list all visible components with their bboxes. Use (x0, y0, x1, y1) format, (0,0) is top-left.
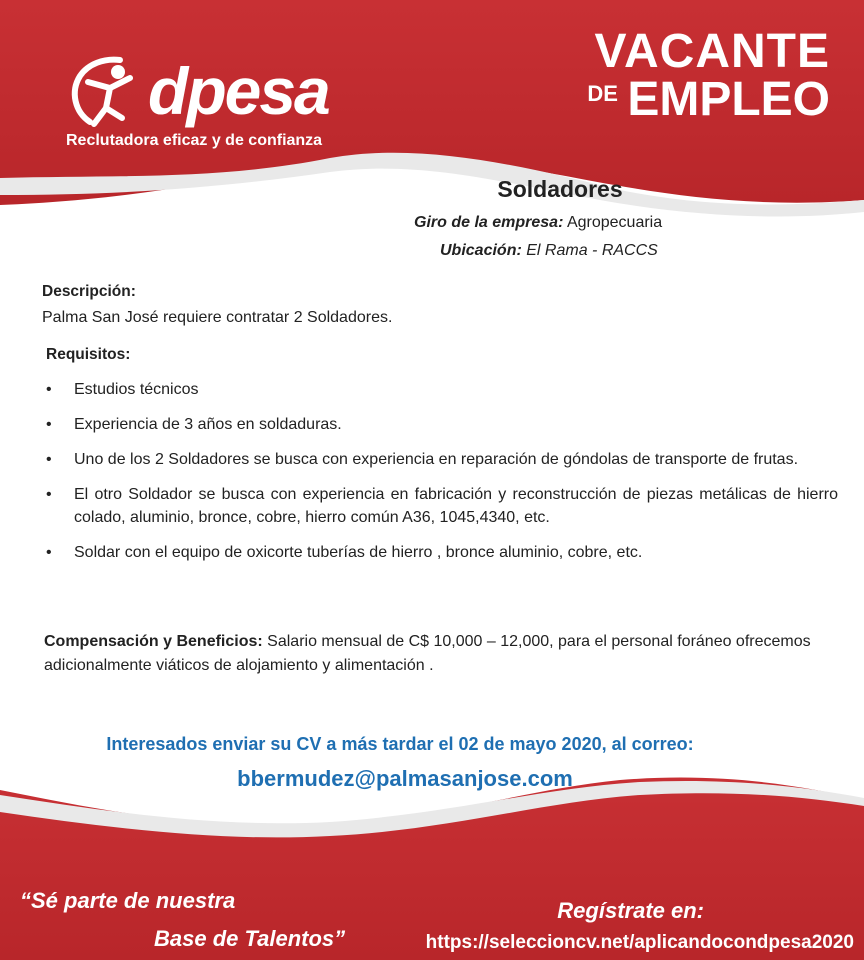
vacancy-banner-line1: VACANTE (594, 25, 830, 78)
vacancy-banner (587, 25, 830, 126)
requirement-item: • Uno de los 2 Soldadores se busca con experiencia en reparación de góndolas de transporte de frutas. (46, 448, 838, 471)
compensation-text: Salario mensual de C$ 10,000 – 12,000, para el personal foráneo ofrecemos adicionalmente viáticos de alojamiento y alimentación . (44, 633, 811, 674)
brand-logo (60, 36, 360, 149)
register-label: Regístrate en: (557, 898, 704, 923)
requirement-item: • El otro Soldador se busca con experiencia en fabricación y reconstrucción de piezas metálicas de hierro colado, aluminio, bronce, cobre, hierro común A36, 1045,4340, etc. (46, 483, 838, 529)
job-industry-label: Giro de la empresa: (414, 214, 564, 231)
compensation (44, 630, 824, 678)
runner-figure-icon (60, 42, 156, 138)
job-industry-value: Agropecuaria (566, 214, 663, 231)
brand-tagline: Reclutadora eficaz y de confianza (66, 132, 323, 149)
job-location-label: Ubicación: (440, 242, 522, 259)
requirement-item: • Estudios técnicos (46, 378, 838, 401)
apply-instructions: Interesados enviar su CV a más tardar el 02 de mayo 2020, al correo: (106, 734, 694, 754)
requirement-item: • Soldar con el equipo de oxicorte tuberías de hierro , bronce aluminio, cobre, etc. (46, 541, 838, 564)
vacancy-banner-line2: EMPLEO (627, 73, 830, 126)
job-location (440, 242, 658, 260)
slogan-line1: “Sé parte de nuestra (20, 888, 236, 913)
vacancy-banner-de: DE (587, 81, 618, 106)
job-location-value: El Rama - RACCS (526, 242, 658, 259)
job-industry (414, 214, 662, 232)
requirements-list (46, 378, 838, 564)
apply-email-link[interactable]: bbermudez@palmasanjose.com (237, 766, 573, 791)
compensation-label: Compensación y Beneficios: (44, 633, 263, 650)
description-text: Palma San José requiere contratar 2 Soldadores. (42, 309, 393, 326)
job-title: Soldadores (497, 176, 623, 202)
brand-name: dpesa (148, 54, 329, 128)
requirement-item: • Experiencia de 3 años en soldaduras. (46, 413, 838, 436)
requirements-label: Requisitos: (46, 346, 131, 363)
description-label: Descripción: (42, 283, 136, 300)
slogan-line2: Base de Talentos” (154, 926, 346, 951)
register-url-link[interactable]: https://seleccioncv.net/aplicandocondpesa2020 (425, 932, 854, 953)
